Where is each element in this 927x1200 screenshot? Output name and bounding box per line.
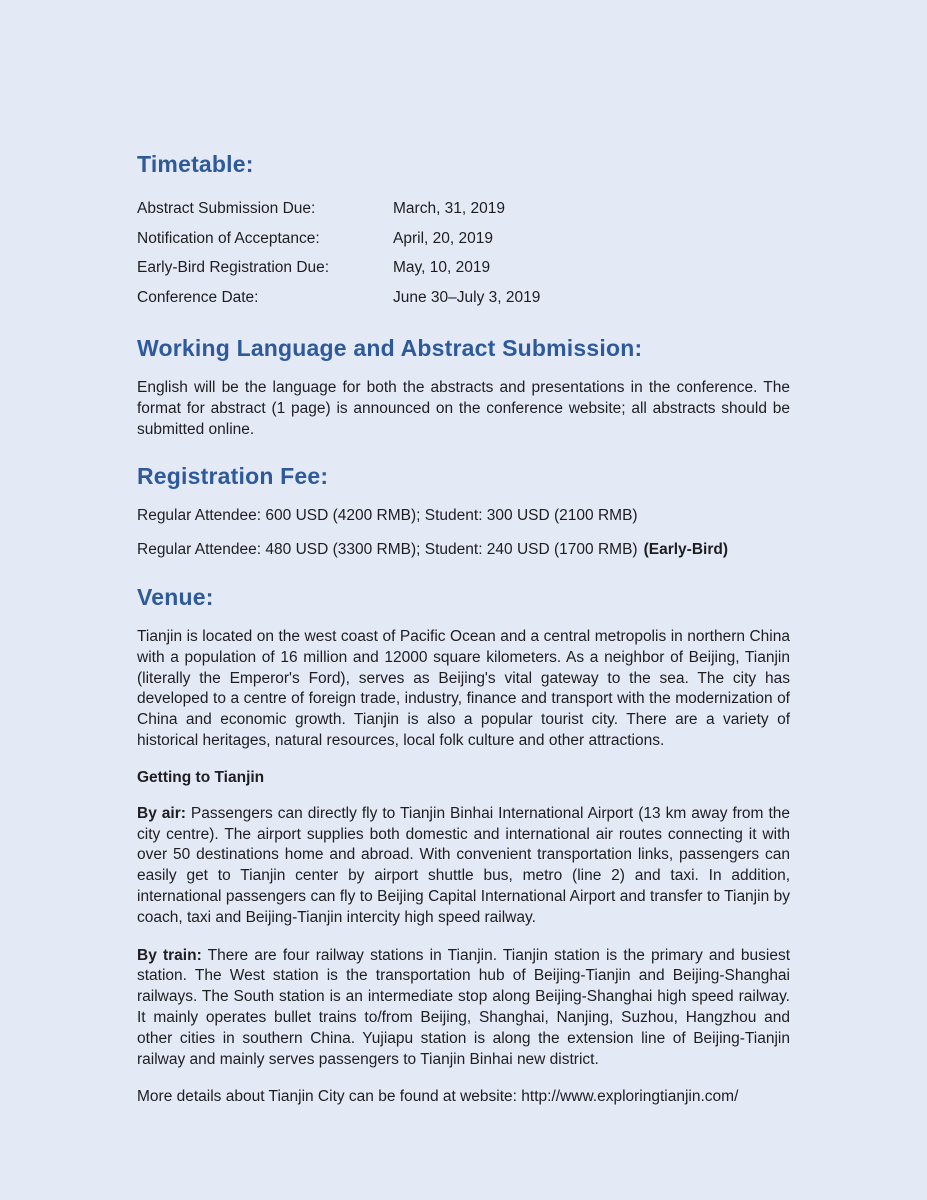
language-paragraph: English will be the language for both the abstracts and presentations in the conference. The format for abstract (1 page) is announced on the conference website; all abstracts should be submitted online.	[137, 379, 790, 438]
timetable-row	[137, 283, 790, 313]
by-train-label: By train:	[137, 946, 202, 964]
fee-line-regular: Regular Attendee: 600 USD (4200 RMB); Student: 300 USD (2100 RMB)	[137, 507, 638, 525]
timetable-value: May, 10, 2019	[393, 259, 491, 276]
timetable-label: Abstract Submission Due:	[137, 200, 316, 217]
getting-to-tianjin-heading: Getting to Tianjin	[137, 768, 265, 786]
timetable-label: Notification of Acceptance:	[137, 229, 320, 247]
fee-line-earlybird	[137, 540, 790, 561]
by-air-text: Passengers can directly fly to Tianjin Binhai International Airport (13 km away from the city centre). The airport supplies both domestic and international air routes connecting it with over 50 destinations home and abroad. With convenient transportation links, passengers can easily get to Tianjin center by airport shuttle bus, metro (line 2) and taxi. In addition, international passengers can fly to Beijing Capital International Airport and transfer to Tianjin by coach, taxi and Beijing-Tianjin intercity high speed railway.	[137, 804, 790, 926]
language-heading: Working Language and Abstract Submission:	[137, 335, 643, 361]
by-air-paragraph	[137, 804, 790, 929]
venue-paragraph: Tianjin is located on the west coast of Pacific Ocean and a central metropolis in northern China with a population of 16 million and 12000 square kilometers. As a neighbor of Beijing, Tianjin (literally the Emperor's Ford), serves as Beijing's vital gateway to the sea. The city has developed to a centre of foreign trade, industry, finance and transport with the modernization of China and economic growth. Tianjin is also a popular tourist city. There are a variety of historical heritages, natural resources, local folk culture and other attractions.	[137, 627, 790, 749]
timetable-label: Early-Bird Registration Due:	[137, 259, 330, 276]
timetable-value: April, 20, 2019	[393, 229, 493, 247]
venue-heading: Venue:	[137, 583, 214, 610]
more-details-text: More details about Tianjin City can be found at website:	[137, 1088, 522, 1106]
by-train-paragraph	[137, 946, 790, 1071]
timetable-value: June 30–July 3, 2019	[393, 288, 541, 306]
fee-earlybird-tag: (Early-Bird)	[643, 541, 728, 559]
by-air-label: By air:	[137, 804, 186, 822]
timetable-heading: Timetable:	[137, 151, 254, 177]
fee-earlybird-text: Regular Attendee: 480 USD (3300 RMB); Student: 240 USD (1700 RMB)	[137, 541, 638, 559]
more-details-paragraph	[137, 1087, 790, 1108]
fee-heading: Registration Fee:	[137, 463, 329, 490]
timetable-label: Conference Date:	[137, 288, 259, 306]
timetable-row	[137, 224, 790, 254]
website-link[interactable]: http://www.exploringtianjin.com/	[521, 1088, 739, 1106]
by-train-text: There are four railway stations in Tianjin. Tianjin station is the primary and busiest station. The West station is the transportation hub of Beijing-Tianjin and Beijing-Shanghai railways. The South station is an intermediate stop along Beijing-Shanghai high speed railway. It mainly operates bullet trains to/from Beijing, Shanghai, Nanjing, Suzhou, Hangzhou and other cities in southern China. Yujiapu station is along the extension line of Beijing-Tianjin railway and mainly serves passengers to Tianjin Binhai new district.	[137, 946, 790, 1068]
timetable-row	[137, 253, 790, 283]
timetable	[137, 194, 790, 312]
timetable-row	[137, 194, 790, 224]
timetable-value: March, 31, 2019	[393, 200, 506, 217]
